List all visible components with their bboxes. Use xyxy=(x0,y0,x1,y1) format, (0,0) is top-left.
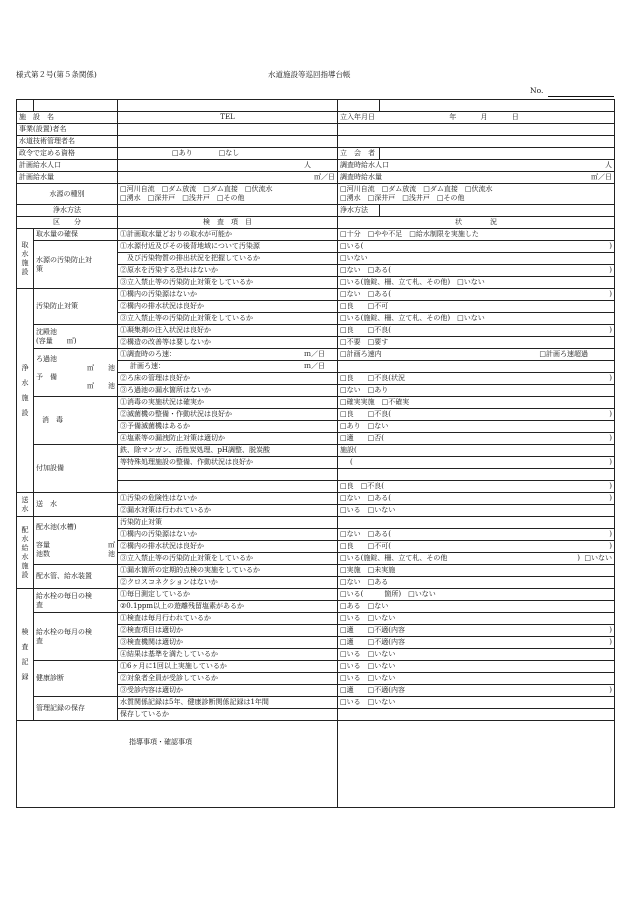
tel-label: TEL xyxy=(220,113,235,121)
daily-check-status[interactable]: □いる( 箇所) □いない xyxy=(338,589,615,601)
form-title: 水道施設等巡回指導台帳 xyxy=(268,70,351,79)
monthly-check-item: ①検査は毎月行われているか xyxy=(118,613,338,625)
pipes-status[interactable]: □実施 □未実施 xyxy=(338,565,615,577)
monthly-check-label: 給水栓の毎月の検 査 xyxy=(34,613,118,661)
auxiliary-status[interactable] xyxy=(338,469,615,481)
plan-population-field[interactable] xyxy=(118,160,338,172)
form-number: 様式第２号(第５条関係) xyxy=(16,70,97,79)
disinfection-item: ①消毒の実施状況は確実か xyxy=(118,397,338,409)
plan-volume-field[interactable] xyxy=(118,172,338,184)
reservoir-status[interactable]: □良 □不可( ) xyxy=(338,541,615,553)
intake-quantity-status[interactable]: □十分 □やや不足 □給水制限を実施した xyxy=(338,229,615,241)
visit-date-field[interactable] xyxy=(338,112,615,124)
filtration-bed-item: ②ろ床の管理は良好か xyxy=(118,373,338,385)
intake-quantity-item: ①計画取水量どおりの取水が可能か xyxy=(118,229,338,241)
person-unit: 人 xyxy=(304,161,311,169)
filtration-leak-status[interactable]: □ない □あり xyxy=(338,385,615,397)
survey-source-line2[interactable]: □湧水 □深井戸 □浅井戸 □その他 xyxy=(340,194,465,202)
reservoir-item: ③立入禁止等の汚染防止対策をしているか xyxy=(118,553,338,565)
engineer-field[interactable] xyxy=(118,136,338,148)
plan-volume-unit: ㎥／日 xyxy=(314,173,335,181)
disinfection-status[interactable]: □確実実施 □不確実 xyxy=(338,397,615,409)
monthly-check-status[interactable]: □適 □不適(内容 ) xyxy=(338,637,615,649)
section-records: 検査記録 xyxy=(17,589,34,721)
reservoir-item: 汚染防止対策 xyxy=(118,517,338,529)
facility-name-label: 施 設 名 xyxy=(17,112,118,124)
health-check-item: ②対象者全員が受診しているか xyxy=(118,673,338,685)
transmission-status[interactable]: □ない □ある( ) xyxy=(338,493,615,505)
sedimentation-item: ②構造の改善等は要しないか xyxy=(118,337,338,349)
engineer-extra xyxy=(338,136,615,148)
disinfection-item: ③予備滅菌機はあるか xyxy=(118,421,338,433)
source-type-options[interactable] xyxy=(118,184,338,205)
monthly-check-item: ③検査機関は適切か xyxy=(118,637,338,649)
number-field[interactable] xyxy=(548,96,614,97)
reservoir-item: ②構内の排水状況は良好か xyxy=(118,541,338,553)
filtration-rate-item: ①調査時のろ速： ｍ／日 xyxy=(118,349,338,361)
guidance-label: 指導事項・確認事項 xyxy=(129,738,192,746)
operator-field[interactable] xyxy=(118,124,338,136)
record-keeping-item: 水質関係記録は5年、健康診断関係記録は1年間 xyxy=(118,697,338,709)
health-check-status[interactable]: □いる □いない xyxy=(338,661,615,673)
purify-pollution-status[interactable]: □ない □ある( ) xyxy=(338,289,615,301)
qualification-field[interactable] xyxy=(118,148,338,160)
health-check-item: ①6ヶ月に1回以上実施しているか xyxy=(118,661,338,673)
survey-person-unit: 人 xyxy=(605,161,612,169)
filtration-rate-status[interactable]: □計画ろ速内 □計画ろ速超過 xyxy=(338,349,615,361)
survey-source-options[interactable] xyxy=(338,184,615,205)
health-check-item: ③受診内容は適切か xyxy=(118,685,338,697)
purify-pollution-item: ②構内の排水状況は良好か xyxy=(118,301,338,313)
filtration-label: ろ過池 ㎥ 池 予 備 ㎥ 池 xyxy=(34,349,118,397)
intake-pollution-item: ③立入禁止等の汚染防止対策をしているか xyxy=(118,277,338,289)
pipes-status[interactable]: □ない □ある xyxy=(338,577,615,589)
facility-name-field[interactable] xyxy=(118,112,338,124)
visit-date-extra xyxy=(338,124,615,136)
plan-volume-label: 計画給水量 xyxy=(17,172,118,184)
filtration-leak-item: ③ろ過池の漏水箇所はないか xyxy=(118,385,338,397)
sedimentation-label: 沈殿池 (容量 ㎥) xyxy=(34,325,118,349)
survey-volume-label: 調査時給水量 xyxy=(340,173,382,181)
source-options-line1[interactable]: □河川自流 □ダム放流 □ダム直接 □伏流水 xyxy=(120,185,273,193)
plan-population-label: 計画給水人口 xyxy=(17,160,118,172)
section-distribution: 配水給水施設 xyxy=(17,517,34,589)
purify-pollution-label: 汚染防止対策 xyxy=(34,289,118,325)
status-header: 状 況 xyxy=(338,217,615,229)
health-check-status[interactable]: □適 □不適(内容 ) xyxy=(338,685,615,697)
monthly-check-item: ②検査項目は適切か xyxy=(118,625,338,637)
sedimentation-item: ①凝集剤の注入状況は良好か xyxy=(118,325,338,337)
record-keeping-label: 管理記録の保存 xyxy=(34,697,118,721)
intake-pollution-item: ②原水を汚染する恐れはないか xyxy=(118,265,338,277)
auxiliary-status[interactable]: ( ) xyxy=(338,457,615,469)
monthly-check-status[interactable]: □適 □不適(内容 ) xyxy=(338,625,615,637)
disinfection-status[interactable]: □適 □否( ) xyxy=(338,433,615,445)
auxiliary-status[interactable]: □良 □不良( ) xyxy=(338,481,615,493)
purification-method-field[interactable] xyxy=(118,205,338,217)
survey-population-field[interactable] xyxy=(338,160,615,172)
operator-label: 事業(設置)者名 xyxy=(17,124,118,136)
monthly-check-status[interactable]: □いる □いない xyxy=(338,613,615,625)
auxiliary-status[interactable]: 施設( xyxy=(338,445,615,457)
qualification-no-checkbox[interactable]: □なし xyxy=(218,149,240,157)
purification-method-label: 浄水方法 xyxy=(17,205,118,217)
qualification-yes-checkbox[interactable]: □あり xyxy=(172,149,193,157)
daily-check-status[interactable]: □ある □ない xyxy=(338,601,615,613)
health-check-status[interactable]: □いる □いない xyxy=(338,673,615,685)
source-options-line2[interactable]: □湧水 □深井戸 □浅井戸 □その他 xyxy=(120,194,245,202)
intake-pollution-status[interactable]: □いる( ) xyxy=(338,241,615,253)
survey-volume-unit: ㎥／日 xyxy=(591,173,612,181)
health-check-label: 健康診断 xyxy=(34,661,118,697)
filtration-plan-rate-status[interactable] xyxy=(338,361,615,373)
auxiliary-item: 等特殊処理施設の整備、作動状況は良好か xyxy=(118,457,338,469)
purify-pollution-item: ①構内の汚染源はないか xyxy=(118,289,338,301)
record-keeping-status[interactable] xyxy=(338,709,615,721)
disinfection-label: 消 毒 xyxy=(34,397,118,445)
reservoir-status[interactable]: □いる(施錠、柵、立て札、その他 ) □いない xyxy=(338,553,615,565)
year-label: 年 xyxy=(449,113,457,121)
engineer-label: 水道技術管理者名 xyxy=(17,136,118,148)
inspection-ledger-table xyxy=(16,99,615,808)
intake-pollution-item: 及び汚染物質の排出状況を把握しているか xyxy=(118,253,338,265)
transmission-label: 送 水 xyxy=(34,493,118,517)
section-intake: 取水施設 xyxy=(17,229,34,289)
attendee-label: 立 会 者 xyxy=(338,148,380,160)
qualification-label: 政令で定める資格 xyxy=(17,148,118,160)
sedimentation-status[interactable]: □不要 □要す xyxy=(338,337,615,349)
transmission-status[interactable]: □いる □いない xyxy=(338,505,615,517)
pipes-item: ①漏水箇所の定期的点検の実施をしているか xyxy=(118,565,338,577)
daily-check-label: 給水栓の毎日の検 査 xyxy=(34,589,118,613)
disinfection-status[interactable]: □良 □不良( ) xyxy=(338,409,615,421)
attendee-field[interactable] xyxy=(380,148,615,160)
purify-pollution-status[interactable]: □いる(施錠、柵、立て札、その他) □いない xyxy=(338,313,615,325)
auxiliary-item: 鉄、除マンガン、活性炭処理、pH調整、脱炭酸 xyxy=(118,445,338,457)
disinfection-item: ④塩素等の漏洩防止対策は適切か xyxy=(118,433,338,445)
monthly-check-item: ④結果は基準を満たしているか xyxy=(118,649,338,661)
survey-purification-field[interactable] xyxy=(380,205,615,217)
intake-pollution-status[interactable]: □いる(施錠、柵、立て札、その他) □いない xyxy=(338,277,615,289)
auxiliary-label: 付加設備 xyxy=(34,445,118,493)
survey-purification-label: 浄水方法 xyxy=(338,205,380,217)
reservoir-label: 配水池(水槽) 容量 ㎥ 池数 池 xyxy=(34,517,118,565)
reservoir-status[interactable] xyxy=(338,517,615,529)
intake-pollution-status[interactable]: □ない □ある( ) xyxy=(338,265,615,277)
reservoir-status[interactable]: □ない □ある( ) xyxy=(338,529,615,541)
intake-pollution-label: 水源の汚染防止対 策 xyxy=(34,241,118,289)
day-label: 日 xyxy=(511,113,519,121)
visit-date-label: 立入年月日 xyxy=(340,113,375,121)
number-label: No. xyxy=(530,86,544,95)
pipes-label: 配水管、給水装置 xyxy=(34,565,118,589)
auxiliary-item xyxy=(118,481,338,493)
section-purification: 浄水施設 xyxy=(17,289,34,493)
daily-check-item: ①毎日測定しているか xyxy=(118,589,338,601)
transmission-item: ②漏水対策は行われているか xyxy=(118,505,338,517)
intake-pollution-item: ①水源付近及びその後背地域について汚染源 xyxy=(118,241,338,253)
transmission-item: ①汚染の危険性はないか xyxy=(118,493,338,505)
reservoir-item: ①構内の汚染源はないか xyxy=(118,529,338,541)
sedimentation-status[interactable]: □良 □不良( ) xyxy=(338,325,615,337)
filtration-plan-rate-item: 計画ろ速： ｍ／日 xyxy=(118,361,338,373)
pipes-item: ②クロスコネクションはないか xyxy=(118,577,338,589)
survey-population-label: 調査時給水人口 xyxy=(340,161,389,169)
survey-volume-field[interactable] xyxy=(338,172,615,184)
daily-check-item: ②0.1ppm以上の遊離残留塩素があるか xyxy=(118,601,338,613)
auxiliary-item xyxy=(118,469,338,481)
guidance-area[interactable] xyxy=(17,721,338,808)
category-header: 区 分 xyxy=(17,217,118,229)
guidance-notes-area[interactable] xyxy=(338,721,615,808)
source-type-label: 水源の種別 xyxy=(17,184,118,205)
intake-pollution-status[interactable]: □いない xyxy=(338,253,615,265)
month-label: 月 xyxy=(480,113,488,121)
record-keeping-item: 保存しているか xyxy=(118,709,338,721)
purify-pollution-item: ③立入禁止等の汚染防止対策をしているか xyxy=(118,313,338,325)
disinfection-item: ②滅菌機の整備・作動状況は良好か xyxy=(118,409,338,421)
items-header: 検 査 項 目 xyxy=(118,217,338,229)
purify-pollution-status[interactable]: □良 □不可 xyxy=(338,301,615,313)
record-keeping-status[interactable]: □いる □いない xyxy=(338,697,615,709)
survey-source-line1[interactable]: □河川自流 □ダム放流 □ダム直接 □伏流水 xyxy=(340,185,493,193)
disinfection-status[interactable]: □あり □ない xyxy=(338,421,615,433)
monthly-check-status[interactable]: □いる □いない xyxy=(338,649,615,661)
intake-quantity-label: 取水量の確保 xyxy=(34,229,118,241)
section-transmission: 送水 xyxy=(17,493,34,517)
filtration-bed-status[interactable]: □良 □不良(状況 ) xyxy=(338,373,615,385)
